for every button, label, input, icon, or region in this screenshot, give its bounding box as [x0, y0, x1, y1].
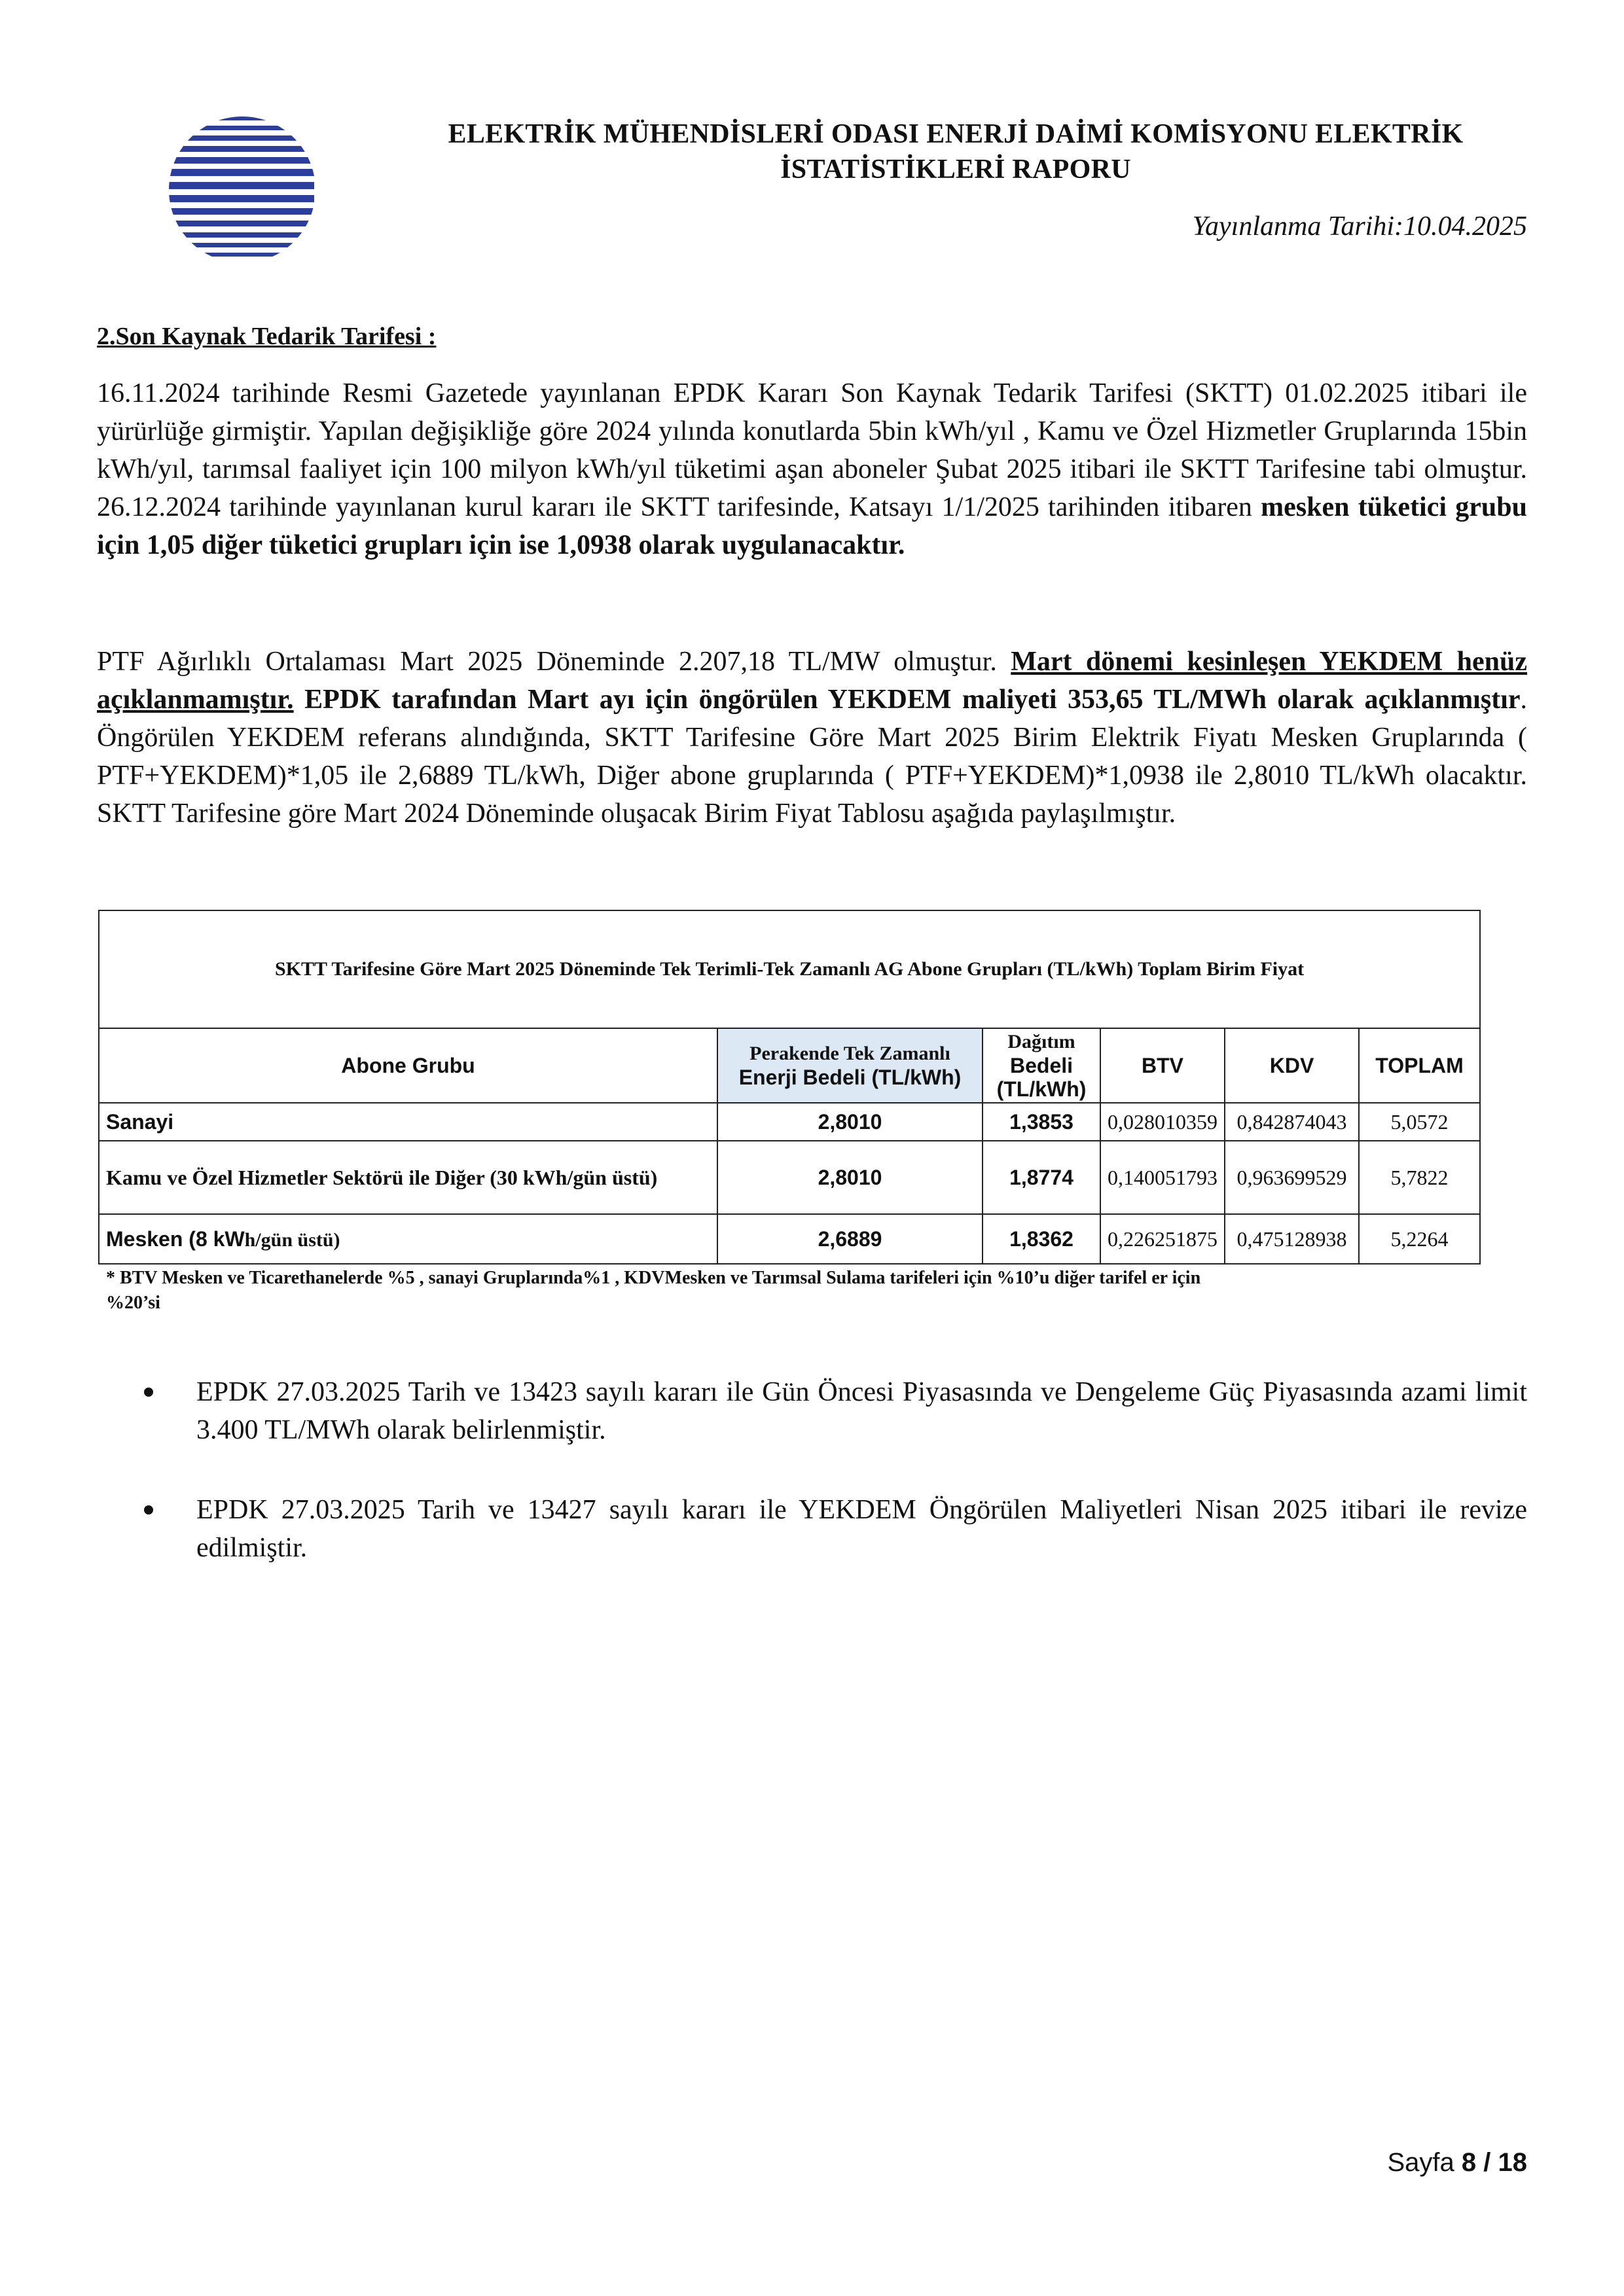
paragraph-ptf-yekdem [97, 643, 1527, 833]
report-title-line1: ELEKTRİK MÜHENDİSLERİ ODASI ENERJİ DAİMİ KOMİSYONU ELEKTRİK [448, 119, 1464, 149]
bullet-text-azami-limit: EPDK 27.03.2025 Tarih ve 13423 sayılı kararı ile Gün Öncesi Piyasasında ve Dengeleme Güç Piyasasında azami limit 3.400 TL/MWh olarak belirlenmiştir. [196, 1377, 1527, 1445]
header-dist-line2: Bedeli [1009, 1054, 1074, 1077]
row-group-sanayi: Sanayi [99, 1103, 717, 1141]
cell-distribution: 1,8774 [983, 1141, 1100, 1214]
cell-total: 5,7822 [1359, 1141, 1480, 1214]
cell-total: 5,0572 [1359, 1103, 1480, 1141]
page-total: 18 [1498, 2148, 1527, 2177]
section-heading: 2.Son Kaynak Tedarik Tarifesi : [97, 323, 437, 350]
price-table-title: SKTT Tarifesine Göre Mart 2025 Döneminde Tek Terimli-Tek Zamanlı AG Abone Grupları (TL/kWh) Toplam Birim Fiyat [99, 910, 1480, 1028]
table-footnote-line1: * BTV Mesken ve Ticarethanelerde %5 , sanayi Gruplarında%1 , KDVMesken ve Tarımsal Sulama tarifeleri için %10’u diğer tarifel er için [106, 1268, 1201, 1288]
publication-date: Yayınlanma Tarihi:10.04.2025 [1192, 211, 1527, 242]
cell-kdv: 0,475128938 [1225, 1214, 1359, 1264]
header-kdv: KDV [1225, 1028, 1359, 1103]
row-group-kamu: Kamu ve Özel Hizmetler Sektörü ile Diğer (30 kWh/gün üstü) [99, 1141, 717, 1214]
row-group-mesken-b: h/gün üstü) [244, 1229, 340, 1251]
paragraph-ptf-text-a: PTF Ağırlıklı Ortalaması Mart 2025 Döneminde 2.207,18 TL/MW olmuştur. [97, 647, 1011, 677]
price-table [98, 910, 1481, 1265]
table-row [99, 1214, 1480, 1264]
row-group-mesken [99, 1214, 717, 1264]
paragraph-ptf-text-b: . Öngörülen YEKDEM referans alındığında, SKTT Tarifesine Göre Mart 2025 Birim Elektrik Fiyatı Mesken Gruplarında ( PTF+YEKDEM)*1,05 ile 2,6889 TL/kWh, Diğer abone gruplarında ( PTF+YEKDEM)*1,0938 ile 2,8010 TL/kWh olacaktır. SKTT Tarifesine göre Mart 2024 Döneminde oluşacak Birim Fiyat Tablosu aşağıda paylaşılmıştır. [97, 685, 1527, 829]
header-dist-line3: (TL/kWh) [996, 1077, 1087, 1101]
cell-energy: 2,8010 [717, 1103, 983, 1141]
header-energy-line2: Enerji Bedeli (TL/kWh) [738, 1066, 962, 1089]
cell-kdv: 0,842874043 [1225, 1103, 1359, 1141]
cell-energy: 2,8010 [717, 1141, 983, 1214]
cell-btv: 0,028010359 [1100, 1103, 1225, 1141]
table-footnote-line2: %20’si [106, 1293, 160, 1313]
cell-total: 5,2264 [1359, 1214, 1480, 1264]
cell-distribution: 1,8362 [983, 1214, 1100, 1264]
page-number [1388, 2148, 1528, 2178]
table-footnote [106, 1266, 1454, 1316]
emo-logo-icon [151, 111, 334, 263]
row-group-mesken-a: Mesken (8 kW [106, 1227, 245, 1251]
header-toplam: TOPLAM [1359, 1028, 1480, 1103]
price-table-header-row [99, 1028, 1480, 1103]
paragraph-ptf-bold: EPDK tarafından Mart ayı için öngörülen YEKDEM maliyeti 353,65 TL/MWh olarak açıklanmıştır [293, 685, 1521, 715]
price-table-wrapper [98, 910, 1479, 1265]
header-dist-line1: Dağıtım [1007, 1031, 1075, 1052]
header-distribution-cost [983, 1028, 1100, 1103]
header-abone-grubu: Abone Grubu [99, 1028, 717, 1103]
cell-distribution: 1,3853 [983, 1103, 1100, 1141]
page-separator: / [1476, 2148, 1498, 2177]
list-item [97, 1373, 1527, 1449]
cell-energy: 2,6889 [717, 1214, 983, 1264]
report-title-line2: İSTATİSTİKLERİ RAPORU [780, 154, 1131, 185]
cell-kdv: 0,963699529 [1225, 1141, 1359, 1214]
page-current: 8 [1461, 2148, 1477, 2177]
header-energy-line1: Perakende Tek Zamanlı [749, 1043, 950, 1064]
bullet-dot-icon [144, 1388, 153, 1397]
table-row [99, 1103, 1480, 1141]
cell-btv: 0,140051793 [1100, 1141, 1225, 1214]
table-row [99, 1141, 1480, 1214]
paragraph-sktt-intro [97, 374, 1527, 564]
list-item [97, 1491, 1527, 1567]
header-energy-cost [717, 1028, 983, 1103]
page-prefix: Sayfa [1387, 2148, 1462, 2177]
bullet-text-yekdem-revize: EPDK 27.03.2025 Tarih ve 13427 sayılı kararı ile YEKDEM Öngörülen Maliyetleri Nisan 2025 itibari ile revize edilmiştir. [196, 1495, 1527, 1563]
paragraph-sktt-intro-text: 16.11.2024 tarihinde Resmi Gazetede yayınlanan EPDK Kararı Son Kaynak Tedarik Tarifesi (SKTT) 01.02.2025 itibari ile yürürlüğe girmiştir. Yapılan değişikliğe göre 2024 yılında konutlarda 5bin kWh/yıl , Kamu ve Özel Hizmetler Gruplarında 15bin kWh/yıl, tarımsal faaliyet için 100 milyon kWh/yıl tüketimi aşan aboneler Şubat 2025 itibari ile SKTT Tarifesine tabi olmuştur. 26.12.2024 tarihinde yayınlanan kurul kararı ile SKTT tarifesinde, Katsayı 1/1/2025 tarihinden itibaren [97, 378, 1527, 522]
bullet-dot-icon [144, 1505, 153, 1515]
paragraph-ptf-underlined: Mart dönemi kesinleşen YEKDEM henüz açıklanmamıştır. [97, 647, 1527, 715]
cell-btv: 0,226251875 [1100, 1214, 1225, 1264]
header-btv: BTV [1100, 1028, 1225, 1103]
report-title [367, 117, 1545, 187]
paragraph-sktt-intro-bold: mesken tüketici grubu için 1,05 diğer tüketici grupları için ise 1,0938 olarak uygulanacaktır. [97, 492, 1527, 560]
